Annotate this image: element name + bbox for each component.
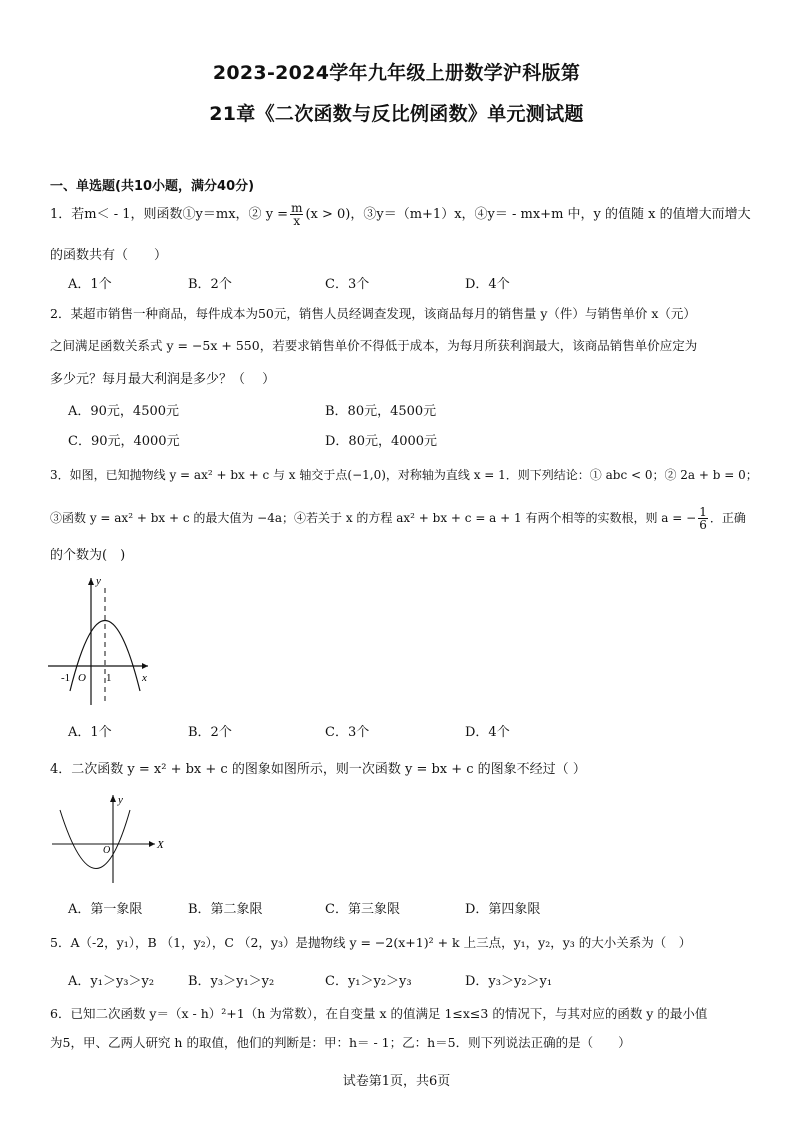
y-axis-arrow-icon — [88, 578, 94, 585]
question-4-option-a[interactable]: A．第一象限 — [68, 902, 143, 917]
question-5-line-1: 5．A（-2，y₁），B （1，y₂），C （2，y₃）是抛物线 y = −2(x+1)² + k 上三点，y₁，y₂，y₃ 的大小关系为（ ） — [50, 935, 692, 950]
q1-text-a: 1．若 — [50, 207, 85, 222]
parabola-curve — [60, 810, 130, 869]
section-heading: 一、单选题(共10小题，满分40分) — [50, 179, 255, 194]
question-2-option-b[interactable]: B．80元，4500元 — [325, 404, 437, 419]
question-4-parabola-figure — [40, 785, 180, 885]
question-2-option-c[interactable]: C．90元，4000元 — [68, 434, 180, 449]
question-1-line-2: 的函数共有（ ） — [50, 248, 168, 263]
question-2-line-2: 之间满足函数关系式 y = −5x + 550，若要求销售单价不得低于成本，为每月所获利润最大，该商品销售单价应定为 — [50, 338, 698, 353]
question-6-line-2: 为5，甲、乙两人研究 h 的取值，他们的判断是：甲：h＝ - 1；乙：h＝5．则下列说法正确的是（ ） — [50, 1035, 631, 1050]
question-5-option-d[interactable]: D．y₃＞y₂＞y₁ — [465, 974, 553, 989]
origin-label: O — [78, 672, 86, 684]
question-3-line-1: 3．如图，已知抛物线 y = ax² + bx + c 与 x 轴交于点(−1,0)，对称轴为直线 x = 1．则下列结论：① abc < 0；② 2a + b = 0； — [50, 468, 758, 482]
tick-label-neg1: -1 — [61, 672, 71, 684]
question-3-option-b[interactable]: B．2个 — [188, 725, 232, 740]
question-5-option-c[interactable]: C．y₁＞y₂＞y₃ — [325, 974, 412, 989]
q3-fraction — [698, 506, 708, 531]
question-3-option-d[interactable]: D．4个 — [465, 725, 510, 740]
q1-fraction — [290, 202, 303, 227]
q1-text-c: (x > 0)，③y＝（m+1）x，④y＝ - mx+m 中，y 的值随 x 的值增大而增大 — [305, 207, 751, 222]
question-1-option-a[interactable]: A．1个 — [68, 277, 112, 292]
question-3-option-c[interactable]: C．3个 — [325, 725, 370, 740]
x-axis-label: X — [157, 839, 164, 851]
question-3-option-a[interactable]: A．1个 — [68, 725, 112, 740]
question-4-option-c[interactable]: C．第三象限 — [325, 902, 400, 917]
question-1-option-d[interactable]: D．4个 — [465, 277, 510, 292]
x-axis-arrow-icon — [142, 663, 148, 669]
question-4-option-d[interactable]: D．第四象限 — [465, 902, 541, 917]
q3-frac-num: 1 — [699, 505, 707, 519]
y-axis-label: y — [96, 575, 101, 587]
question-2-option-d[interactable]: D．80元，4000元 — [325, 434, 438, 449]
question-1-option-b[interactable]: B．2个 — [188, 277, 232, 292]
y-axis-label: y — [118, 794, 123, 806]
question-5-option-b[interactable]: B．y₃＞y₁＞y₂ — [188, 974, 275, 989]
question-1-line-1 — [50, 202, 751, 227]
q3-frac-den: 6 — [699, 518, 707, 532]
question-4-option-b[interactable]: B．第二象限 — [188, 902, 263, 917]
document-title-line-1: 2023-2024学年九年级上册数学沪科版第 — [212, 62, 581, 84]
page-footer: 试卷第1页，共6页 — [342, 1074, 451, 1089]
tick-label-1: 1 — [106, 672, 112, 684]
question-2-line-1: 2．某超市销售一种商品，每件成本为50元，销售人员经调查发现，该商品每月的销售量 y（件）与销售单价 x（元） — [50, 306, 696, 321]
x-axis-label: x — [142, 672, 147, 684]
question-1-option-c[interactable]: C．3个 — [325, 277, 370, 292]
question-3-line-3: 的个数为( ) — [50, 548, 126, 563]
q1-text-b: m＜ - 1，则函数①y＝mx，② — [84, 207, 262, 222]
q1-frac-den: x — [293, 214, 301, 228]
question-6-line-1: 6．已知二次函数 y＝（x - h）²+1（h 为常数），在自变量 x 的值满足 1≤x≤3 的情况下，与其对应的函数 y 的最小值 — [50, 1006, 708, 1021]
question-3-line-2 — [50, 506, 746, 531]
question-4-line-1: 4．二次函数 y = x² + bx + c 的图象如图所示，则一次函数 y = bx + c 的图象不经过（ ） — [50, 762, 586, 777]
q3-text-b: ．正确 — [709, 511, 746, 525]
q1-frac-pre: y = — [265, 207, 289, 222]
q1-frac-num: m — [291, 201, 303, 215]
question-2-line-3: 多少元？每月最大利润是多少？（ ） — [50, 372, 276, 387]
y-axis-arrow-icon — [110, 795, 116, 802]
q3-text-a: ③函数 y = ax² + bx + c 的最大值为 −4a；④若关于 x 的方程 ax² + bx + c = a + 1 有两个相等的实数根，则 a = − — [50, 511, 697, 525]
question-3-parabola-figure — [40, 570, 160, 710]
question-2-option-a[interactable]: A．90元，4500元 — [68, 404, 180, 419]
question-5-option-a[interactable]: A．y₁＞y₃＞y₂ — [68, 974, 155, 989]
x-axis-arrow-icon — [149, 841, 155, 847]
origin-label: O — [103, 845, 111, 856]
document-title-line-2: 21章《二次函数与反比例函数》单元测试题 — [209, 103, 584, 125]
